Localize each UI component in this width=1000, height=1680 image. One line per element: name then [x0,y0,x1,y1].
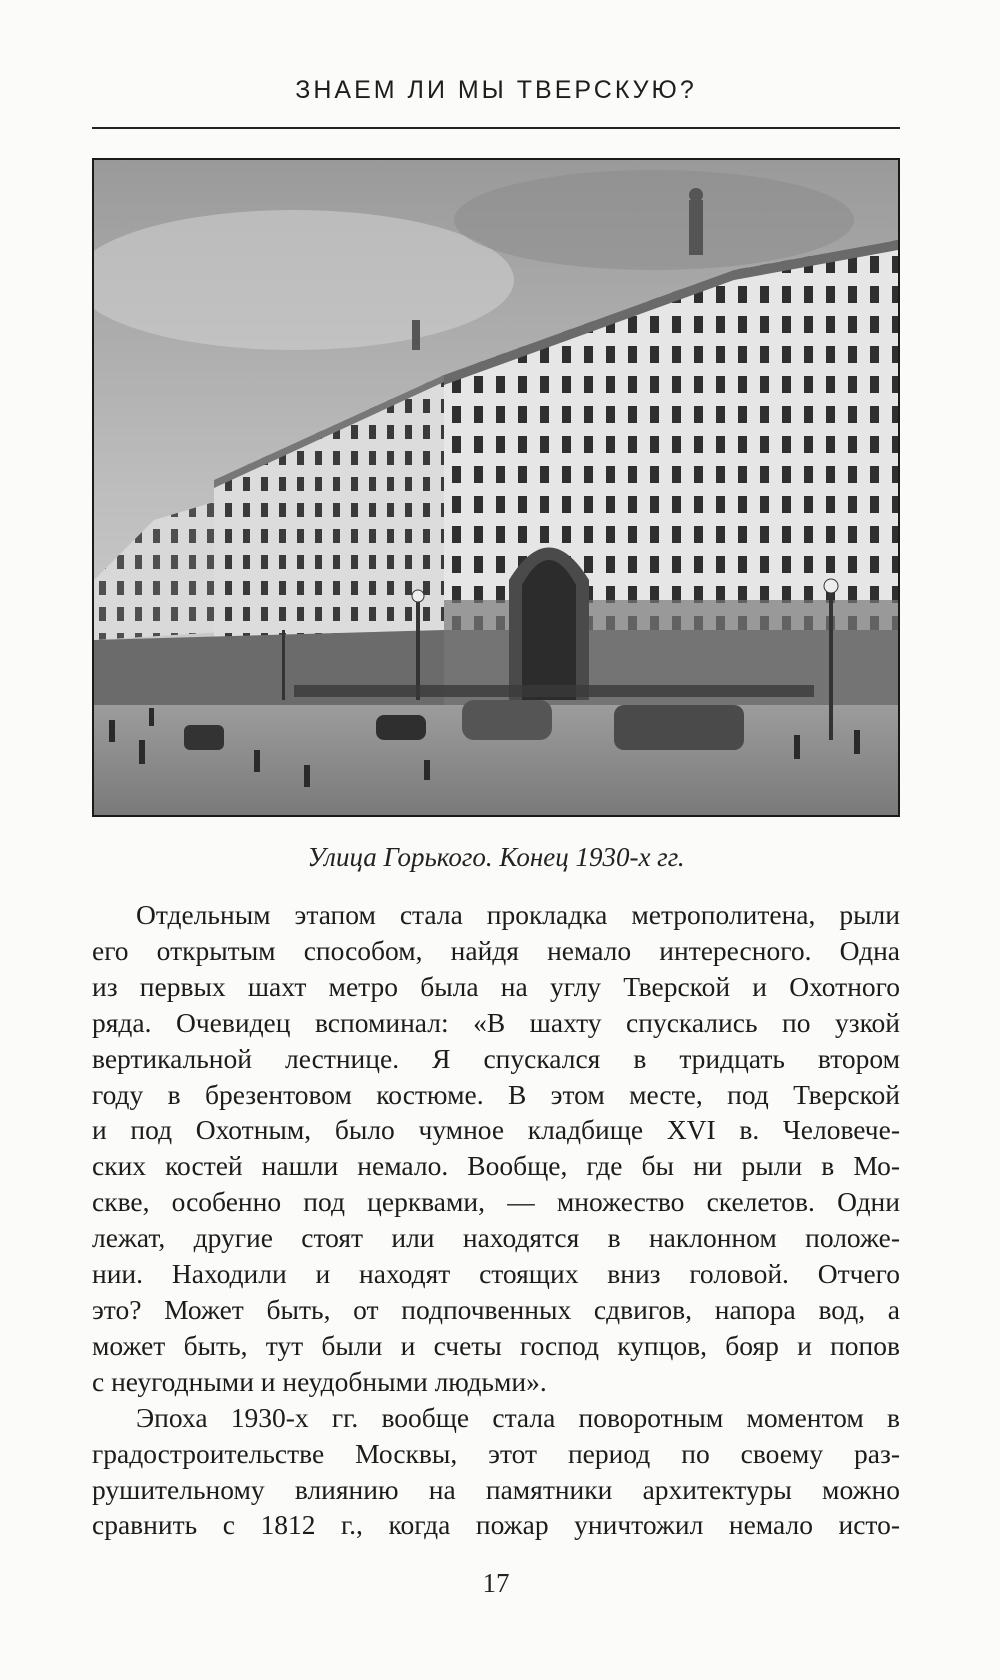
text-line: Отдельным этапом стала прокладка метрополитена, рыли [136,899,900,930]
text-line: это? Может быть, от подпочвенных сдвигов, напора вод, а [92,1293,900,1325]
text-line: и под Охотным, было чумное кладбище XVI в. Человече- [92,1114,900,1146]
text-line: его открытым способом, найдя немало интересного. Одна [92,934,900,966]
text-line: Эпоха 1930-х гг. вообще стала поворотным моментом в [136,1401,900,1433]
text-line: вертикальной лестнице. Я спускался в тридцать втором [92,1042,900,1074]
text-line: градостроительстве Москвы, этот период по своему раз- [92,1437,900,1469]
photo-street-buildings-icon [94,160,898,815]
text-line: ских костей нашли немало. Вообще, где бы ни рыли в Мо- [92,1150,900,1182]
page-number: 17 [482,1568,510,1598]
text-line: скве, особенно под церквами, — множество скелетов. Одни [92,1186,900,1218]
text-line: нии. Находили и находят стоящих вниз головой. Отчего [92,1258,900,1290]
text-line: с неугодными и неудобными людьми». [92,1365,547,1397]
figure-caption: Улица Горького. Конец 1930-х гг. [307,842,685,872]
street-photo [92,158,900,817]
text-line: ряда. Очевидец вспоминал: «В шахту спускались по узкой [92,1006,900,1038]
header-rule [92,127,900,129]
running-header: ЗНАЕМ ЛИ МЫ ТВЕРСКУЮ? [295,76,697,104]
text-line: году в брезентовом костюме. В этом месте, под Тверской [92,1078,900,1110]
text-line: может быть, тут были и счеты господ купцов, бояр и попов [92,1329,900,1361]
text-line: рушительному влиянию на памятники архитектуры можно [92,1473,900,1505]
body-text [92,897,900,1543]
text-line: сравнить с 1812 г., когда пожар уничтожил немало исто- [92,1509,900,1541]
text-line: из первых шахт метро была на углу Тверской и Охотного [92,970,900,1002]
text-line: лежат, другие стоят или находятся в наклонном положе- [92,1222,900,1254]
